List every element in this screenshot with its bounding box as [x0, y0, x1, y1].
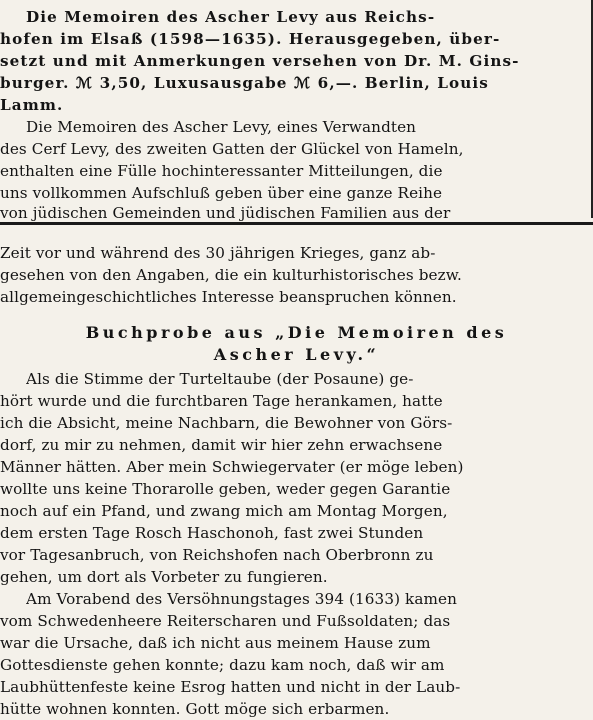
review-line-4: burger. ℳ 3,50, Luxusausgabe ℳ 6,—. Berlin, Louis [0, 74, 489, 92]
excerpt-line-15: Laubhüttenfeste keine Esrog hatten und nicht in der Laub- [0, 678, 461, 696]
excerpt-line-7: noch auf ein Pfand, und zwang mich am Montag Morgen, [0, 502, 448, 520]
excerpt-heading-line-1: Buchprobe aus „Die Memoiren des [85, 323, 508, 342]
review-line-7: des Cerf Levy, des zweiten Gatten der Glückel von Hameln, [0, 140, 464, 158]
excerpt-line-2: hört wurde und die furchtbaren Tage herankamen, hatte [0, 392, 443, 410]
excerpt-line-4: dorf, zu mir zu nehmen, damit wir hier zehn erwachsene [0, 436, 443, 454]
continuation-line-1: Zeit vor und während des 30 jährigen Krieges, ganz ab- [0, 244, 436, 262]
continuation-line-2: gesehen von den Angaben, die ein kulturhistorisches bezw. [0, 266, 462, 284]
review-line-5: Lamm. [0, 96, 64, 114]
continuation-line-3: allgemeingeschichtliches Interesse beanspruchen können. [0, 288, 457, 306]
continuation-block [0, 226, 593, 719]
excerpt-line-16: hütte wohnen konnten. Gott möge sich erbarmen. [0, 700, 390, 718]
excerpt-line-1: Als die Stimme der Turteltaube (der Posaune) ge- [26, 370, 414, 388]
excerpt-line-3: ich die Absicht, meine Nachbarn, die Bewohner von Görs- [0, 414, 453, 432]
excerpt-line-11: Am Vorabend des Versöhnungstages 394 (1633) kamen [26, 590, 457, 608]
review-line-6: Die Memoiren des Ascher Levy, eines Verwandten [26, 118, 417, 136]
excerpt-line-8: dem ersten Tage Rosch Haschonoh, fast zwei Stunden [0, 524, 424, 542]
review-line-10: von jüdischen Gemeinden und jüdischen Familien aus der [0, 204, 451, 222]
review-line-9: uns vollkommen Aufschluß geben über eine ganze Reihe [0, 184, 443, 202]
section-divider [0, 222, 593, 225]
excerpt-line-10: gehen, um dort als Vorbeter zu fungieren. [0, 568, 328, 586]
review-block [0, 0, 593, 222]
excerpt-heading-line-2: Ascher Levy.“ [213, 345, 380, 364]
review-line-8: enthalten eine Fülle hochinteressanter Mitteilungen, die [0, 162, 443, 180]
excerpt-line-6: wollte uns keine Thorarolle geben, weder gegen Garantie [0, 480, 451, 498]
excerpt-line-13: war die Ursache, daß ich nicht aus meinem Hause zum [0, 634, 431, 652]
review-line-1: Die Memoiren des Ascher Levy aus Reichs- [26, 8, 436, 26]
excerpt-line-5: Männer hätten. Aber mein Schwiegervater (er möge leben) [0, 458, 464, 476]
excerpt-line-9: vor Tagesanbruch, von Reichshofen nach Oberbronn zu [0, 546, 434, 564]
excerpt-line-12: vom Schwedenheere Reiterscharen und Fußsoldaten; das [0, 612, 451, 630]
excerpt-line-14: Gottesdienste gehen konnte; dazu kam noch, daß wir am [0, 656, 445, 674]
review-line-3: setzt und mit Anmerkungen versehen von Dr. M. Gins- [0, 52, 520, 70]
review-line-2: hofen im Elsaß (1598—1635). Herausgegeben, über- [0, 30, 501, 48]
